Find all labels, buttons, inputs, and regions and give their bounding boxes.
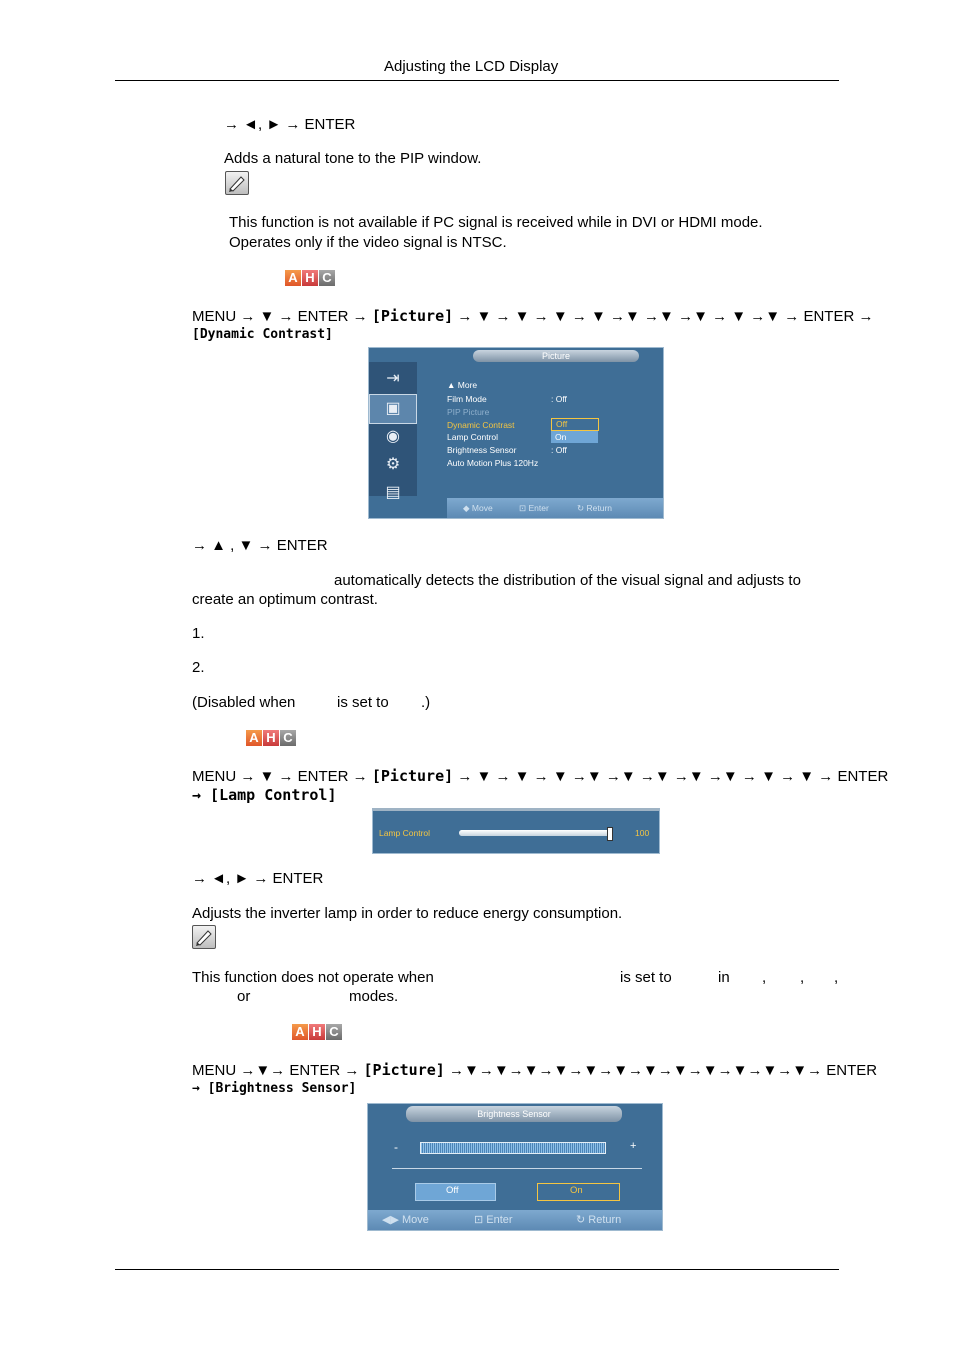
lamp-control-nav: → ◄, ► → ENTER: [192, 870, 324, 887]
osd-row-brightness-sensor-value: : Off: [551, 445, 567, 455]
pip-tone-nav: → ◄, ► → ENTER: [224, 116, 356, 133]
osd-footer-move: ◀▶ Move: [382, 1214, 429, 1226]
osd-lamp-label: Lamp Control: [379, 828, 431, 838]
footer-rule: [115, 1269, 839, 1270]
path-suffix: →▼→▼→▼→▼→▼→▼→▼→▼→▼→▼→▼→▼→ ENTER: [448, 1062, 878, 1079]
lamp-slider-thumb[interactable]: [607, 827, 613, 841]
osd-title: Picture: [473, 350, 639, 362]
brightness-gauge[interactable]: [420, 1142, 606, 1154]
disabled-note-c: .): [421, 694, 431, 711]
brightness-sensor-path: [192, 1061, 877, 1080]
badge-a: A: [285, 270, 301, 286]
path-prefix: MENU →▼→ ENTER →: [192, 1062, 360, 1079]
osd-row-lamp-control[interactable]: Lamp Control: [447, 432, 499, 442]
badge-c: C: [280, 730, 296, 746]
dynamic-contrast-desc2: create an optimum contrast.: [192, 591, 378, 608]
osd-picture-menu: [368, 347, 664, 519]
badge-h: H: [309, 1024, 325, 1040]
osd-footer-enter: ⊡ Enter: [474, 1214, 513, 1226]
lamp-note-a: This function does not operate when: [192, 969, 434, 986]
osd-lamp-control: [372, 808, 660, 854]
badge-a: A: [292, 1024, 308, 1040]
path-bracket: [Picture]: [363, 1061, 445, 1079]
brightness-sensor-path-end: → [Brightness Sensor]: [192, 1081, 357, 1096]
setup-icon: ⚙: [385, 456, 401, 473]
osd-lamp-value: 100: [635, 828, 650, 838]
dynamic-contrast-desc1: automatically detects the distribution of the visual signal and adjusts to: [334, 572, 801, 589]
osd-footer-return: ↻ Return: [577, 503, 612, 513]
multi-control-icon: ▤: [385, 484, 401, 501]
note-icon: [192, 925, 216, 949]
osd-on-button[interactable]: [537, 1183, 620, 1201]
dynamic-contrast-item2: 2.: [192, 659, 205, 676]
badge-a: A: [246, 730, 262, 746]
osd-row-label: Film Mode: [447, 394, 487, 404]
path-prefix: MENU → ▼ → ENTER →: [192, 308, 368, 325]
badge-c: C: [326, 1024, 342, 1040]
lamp-note-g: or: [237, 988, 251, 1005]
pip-tone-note2: Operates only if the video signal is NTSC.: [229, 234, 507, 251]
lamp-note-b: is set to: [620, 969, 672, 986]
osd-minus: -: [394, 1140, 398, 1154]
osd-row-film-mode-value: : Off: [551, 394, 567, 404]
lamp-control-path: [192, 767, 888, 786]
dynamic-contrast-path: [192, 307, 873, 326]
lamp-note-d: ,: [762, 969, 767, 986]
lamp-note-c: in: [718, 969, 730, 986]
osd-row-auto-motion[interactable]: Auto Motion Plus 120Hz: [447, 458, 539, 468]
osd-row-brightness-sensor[interactable]: Brightness Sensor: [447, 445, 517, 455]
osd-divider: [392, 1168, 642, 1169]
path-suffix: → ▼ → ▼ → ▼ → ▼ →▼ →▼ →▼ → ▼ →▼ → ENTER →: [457, 308, 874, 325]
osd-brightness-sensor: [367, 1103, 663, 1231]
disabled-note-b: is set to: [337, 694, 389, 711]
path-prefix: MENU → ▼ → ENTER →: [192, 768, 368, 785]
badge-h: H: [302, 270, 318, 286]
osd-option-on-label: On: [555, 432, 567, 442]
badge-c: C: [319, 270, 335, 286]
badge-h: H: [263, 730, 279, 746]
header-rule: [115, 80, 839, 81]
lamp-slider-track[interactable]: [459, 830, 613, 836]
page-header-title: Adjusting the LCD Display: [384, 58, 559, 75]
lamp-note-h: modes.: [349, 988, 399, 1005]
osd-off-label: Off: [446, 1185, 459, 1196]
osd-option-on[interactable]: [551, 431, 598, 443]
lamp-slider-fill: [459, 830, 613, 836]
osd-brightness-title: Brightness Sensor: [406, 1106, 622, 1122]
dynamic-contrast-nav: → ▲ , ▼ → ENTER: [192, 537, 328, 554]
lamp-note-f: ,: [834, 969, 839, 986]
osd-plus: +: [630, 1140, 637, 1152]
dynamic-contrast-item1: 1.: [192, 625, 205, 642]
osd-on-label: On: [570, 1185, 583, 1196]
osd-sidebar: [369, 362, 417, 501]
note-icon: [225, 171, 249, 195]
osd-row-film-mode[interactable]: [447, 393, 487, 406]
path-bracket: [Picture]: [371, 767, 454, 785]
lamp-control-desc: Adjusts the inverter lamp in order to reduce energy consumption.: [192, 905, 623, 922]
lamp-note-e: ,: [800, 969, 805, 986]
dynamic-contrast-path-end: [Dynamic Contrast]: [192, 327, 333, 342]
osd-brightness-footer: [368, 1210, 662, 1230]
ahc-badge: [285, 270, 335, 286]
osd-option-off[interactable]: [551, 418, 599, 431]
osd-option-off-label: Off: [556, 419, 568, 429]
lamp-control-path-end: [192, 786, 337, 805]
osd-off-button[interactable]: [415, 1183, 496, 1201]
pip-tone-note1: This function is not available if PC signal is received while in DVI or HDMI mode.: [229, 214, 763, 231]
osd-footer-return: ↻ Return: [576, 1214, 622, 1226]
picture-icon: ▣: [385, 400, 401, 417]
sound-icon: ◉: [386, 428, 400, 445]
osd-footer-enter: ⊡ Enter: [519, 503, 549, 513]
path-bracket: [Picture]: [371, 307, 454, 325]
osd-more[interactable]: ▲ More: [447, 380, 478, 390]
disabled-note-a: (Disabled when: [192, 694, 296, 711]
ahc-badge: [246, 730, 296, 746]
osd-footer-move: ◆ Move: [463, 503, 493, 513]
osd-row-dynamic-contrast[interactable]: Dynamic Contrast: [447, 420, 515, 430]
path-bracket: → [Lamp Control]: [192, 786, 337, 804]
pip-tone-desc: Adds a natural tone to the PIP window.: [224, 150, 482, 167]
input-icon: ⇥: [386, 370, 400, 387]
path-suffix: → ▼ → ▼ → ▼ →▼ →▼ →▼ →▼ →▼ → ▼ → ▼ → ENTER: [457, 768, 889, 785]
osd-row-pip-picture[interactable]: PIP Picture: [447, 407, 490, 417]
osd-footer: [447, 498, 663, 518]
ahc-badge: [292, 1024, 342, 1040]
